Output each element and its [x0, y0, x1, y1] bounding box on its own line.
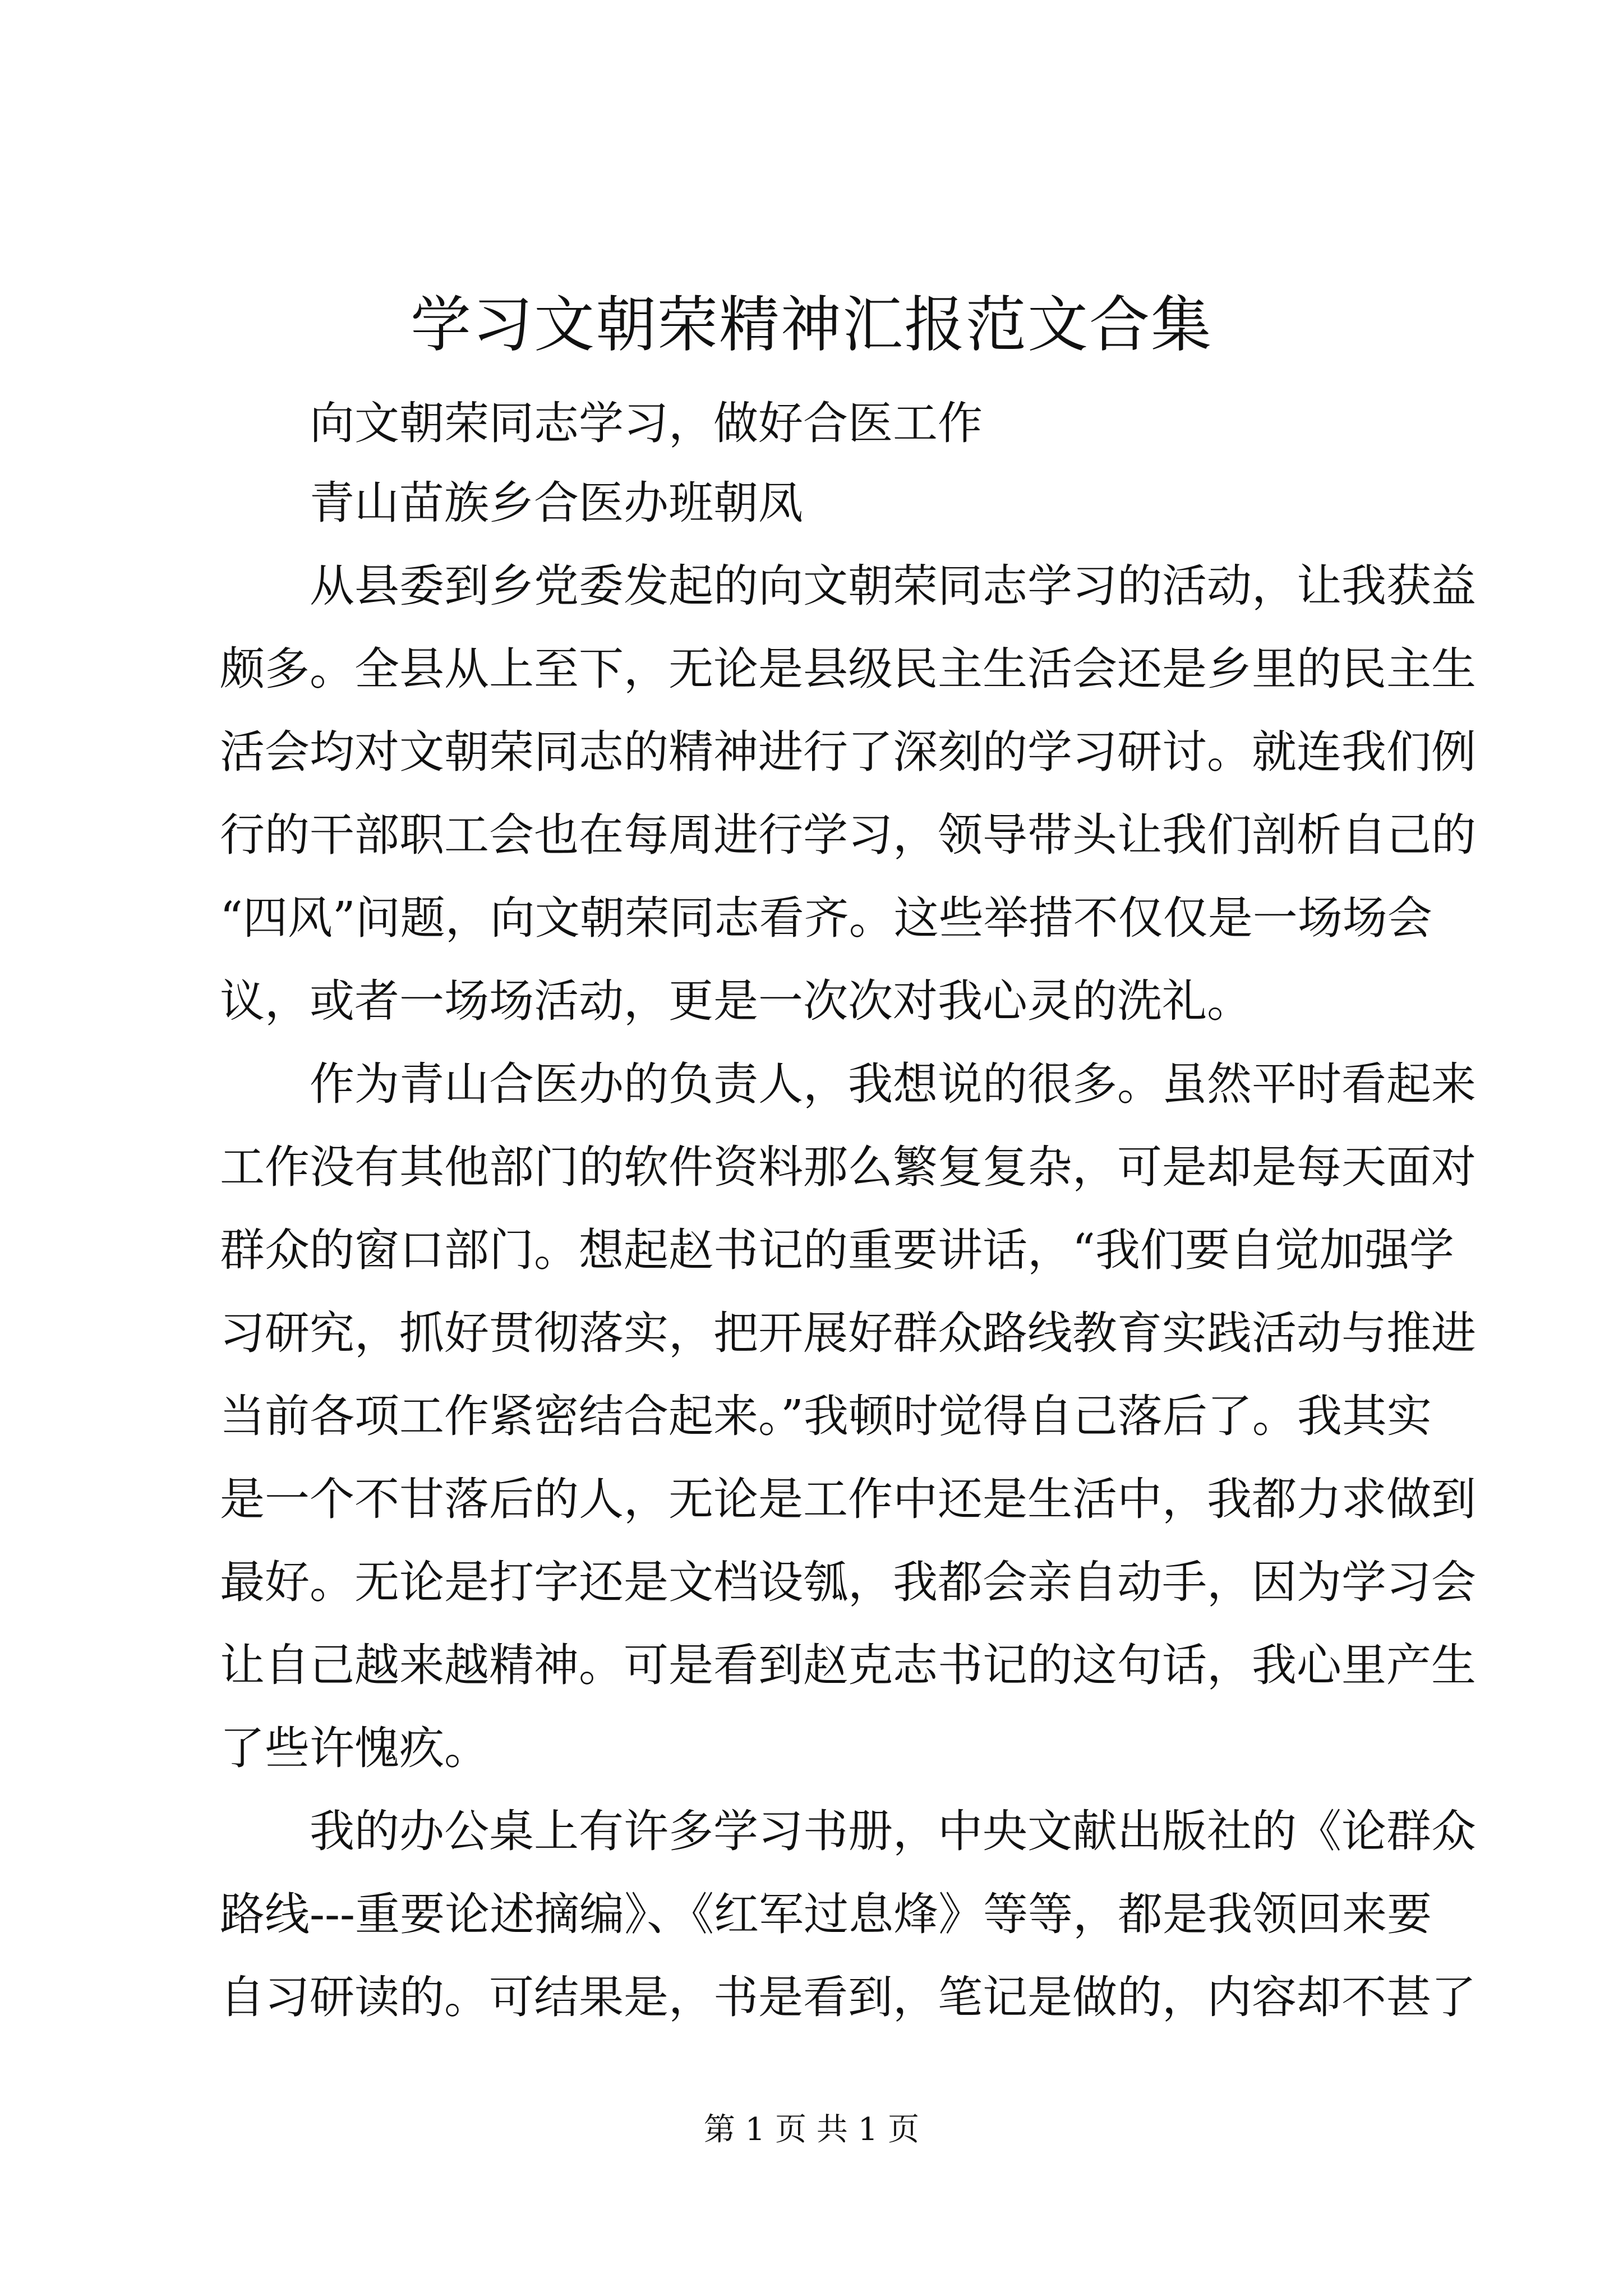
body-line: 最好。无论是打字还是文档设瓠，我都会亲自动手，因为学习会 — [220, 1556, 1476, 1608]
body-line: 自习研读的。可结果是，书是看到，笔记是做的，内容却不甚了 — [220, 1971, 1476, 2023]
body-line: 向文朝荣同志学习，做好合医工作 — [220, 397, 983, 449]
body-line: 群众的窗口部门。想起赵书记的重要讲话，“我们要自觉加强学 — [220, 1224, 1454, 1276]
body-line: 是一个不甘落后的人，无论是工作中还是生活中，我都力求做到 — [220, 1473, 1476, 1525]
body-line: 我的办公桌上有许多学习书册，中央文献出版社的《论群众 — [220, 1805, 1476, 1857]
body-line: 当前各项工作紧密结合起来。”我顿时觉得自己落后了。我其实 — [220, 1390, 1432, 1442]
body-line: 工作没有其他部门的软件资料那么繁复复杂，可是却是每天面对 — [220, 1141, 1476, 1193]
body-line: 路线---重要论述摘编》、《红军过息烽》等等，都是我领回来要 — [220, 1888, 1432, 1940]
body-line: 了些许愧疚。 — [220, 1722, 489, 1774]
body-line: 活会均对文朝荣同志的精神进行了深刻的学习研讨。就连我们例 — [220, 726, 1476, 778]
body-line: 让自己越来越精神。可是看到赵克志书记的这句话，我心里产生 — [220, 1639, 1476, 1691]
page-footer: 第 1 页 共 1 页 — [703, 2111, 920, 2148]
body-line: 从县委到乡党委发起的向文朝荣同志学习的活动，让我获益 — [220, 560, 1476, 612]
body-line: “四风”问题，向文朝荣同志看齐。这些举措不仅仅是一场场会 — [220, 892, 1432, 944]
body-line: 行的干部职工会也在每周进行学习，领导带头让我们剖析自己的 — [220, 809, 1476, 861]
body-line: 作为青山合医办的负责人，我想说的很多。虽然平时看起来 — [220, 1058, 1476, 1110]
document-title: 学习文朝荣精神汇报范文合集 — [410, 290, 1212, 360]
body-line: 议，或者一场场活动，更是一次次对我心灵的洗礼。 — [220, 975, 1252, 1027]
body-line: 习研究，抓好贯彻落实，把开展好群众路线教育实践活动与推进 — [220, 1307, 1476, 1359]
body-line: 青山苗族乡合医办班朝凤 — [220, 477, 803, 529]
body-line: 颇多。全县从上至下，无论是县级民主生活会还是乡里的民主生 — [220, 643, 1476, 695]
